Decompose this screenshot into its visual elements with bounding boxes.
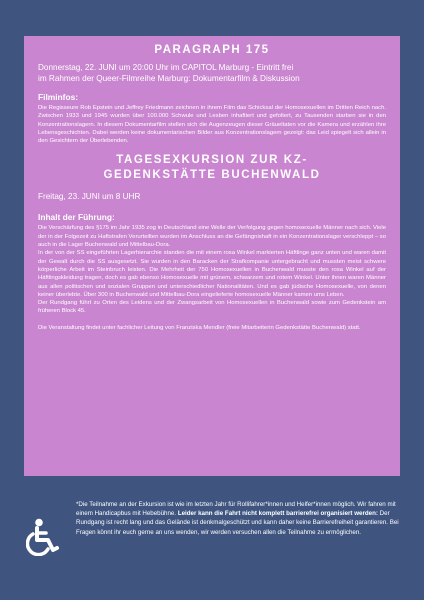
notice-text-1: *Die Teilnahme an der Exkursion ist wie im letzten Jahr für Rollifahrer*innen und Helfer*innen möglich. Wir fahren mit einem Handicapbus mit Hebebühne. [76,501,396,518]
event2-title-line2: GEDENKSTÄTTE BUCHENWALD [103,169,321,182]
accessibility-footer [24,500,400,574]
wheelchair-icon [26,518,60,556]
event2-title [38,153,386,183]
content-card [24,36,400,476]
tour-paragraph-2: In der von der SS eingeführten Lagerhierarchie standen die mit einem rosa Winkel markierten Häftlinge ganz unten und waren damit der Gewalt durch die SS ausgesetzt. Sie wurden in den Baracken der Strafkompanie untergebracht und mussten meist schwere körperliche Arbeit im Steinbruch leisten. Die Mehrheit der 750 Homosexuellen in Buchenwald musste den rosa Winkel auf der Häftlingskleidung tragen, doch es gab ebenso Homosexuelle mit grünem, schwarzem und rotem Winkel. Unter ihnen waren Männer aus allen politischen und sozialen Gruppen und unterschiedlicher Nationalitäten. Und es gab jüdische Homosexuelle, von denen keiner überlebte. Über 300 in Buchenwald und Mittelbau-Dora eingelieferte homosexuelle Männer kamen ums Leben. [38,250,386,298]
tour-content-text [38,224,386,332]
notice-text-2: Der Rundgang ist recht lang und das Gelände ist denkmalgeschützt und kann daher keine Barrierefreiheit garantieren. Bei Fragen könnt ihr euch gerne an uns wenden, wir werden versuchen allen die Teilnahme zu ermöglichen. [76,510,399,536]
film-info-paragraph: Die Regisseure Rob Epstein und Jeffrey Friedmann zeichnen in ihrem Film das Schicksal der Homosexuellen im Dritten Reich nach. Zwischen 1933 und 1945 wurden über 100.000 Schwule und Lesben inhaftiert und gefoltert, zu Tausenden starben sie in den Konzentrationslagern. In diesem Dokumentarfilm stellen sich die Augenzeugen dieser Gräueltaten vor die Kamera und erzählen ihre Lebensgeschichten. Dabei werden keine dokumentarischen Bilder aus Konzentrationslagern gezeigt: das Leid spiegelt sich allein in den Gesichtern der Überlebenden. [38,105,386,145]
tour-content-heading: Inhalt der Führung: [38,212,115,223]
tour-paragraph-3: Der Rundgang führt zu Orten des Leidens und der Zwangsarbeit von Homosexuellen in Buchenwald sowie zum Gedenkstein am früheren Block 45. [38,300,386,315]
notice-bold-text: Leider kann die Fahrt nicht komplett barrierefrei organisiert werden: [177,510,378,518]
film-info-heading: Filminfos: [38,92,79,102]
event1-title: PARAGRAPH 175 [154,44,270,56]
film-info-text [38,104,386,145]
event1-date-location: Donnerstag, 22. JUNI um 20:00 Uhr im CAPITOL Marburg - Eintritt frei [38,63,294,72]
event1-series-info: im Rahmen der Queer-Filmreihe Marburg: Dokumentarfilm & Diskussion [38,74,300,83]
tour-paragraph-1: Die Verschärfung des §175 im Jahr 1935 zog in Deutschland eine Welle der Verfolgung gegen homosexuelle Männer nach sich. Viele der in der Folgezeit zu Haftstrafen Verurteilten wurden im Anschluss an die Gefängnishaft in ein Konzentrationslager verschleppt – so auch in die Lager Buchenwald und Mittelbau-Dora. [38,225,386,249]
event2-date: Freitag, 23. JUNI um 8 UHR [38,192,141,202]
event2-title-line1: TAGESEXKURSION ZUR KZ- [116,154,308,167]
accessibility-notice [76,500,400,537]
tour-paragraph-4: Die Veranstaltung findet unter fachlicher Leitung von Franziska Mendler (freie Mitarbeiterin Gedenkstätte Buchenwald) statt. [38,324,361,331]
